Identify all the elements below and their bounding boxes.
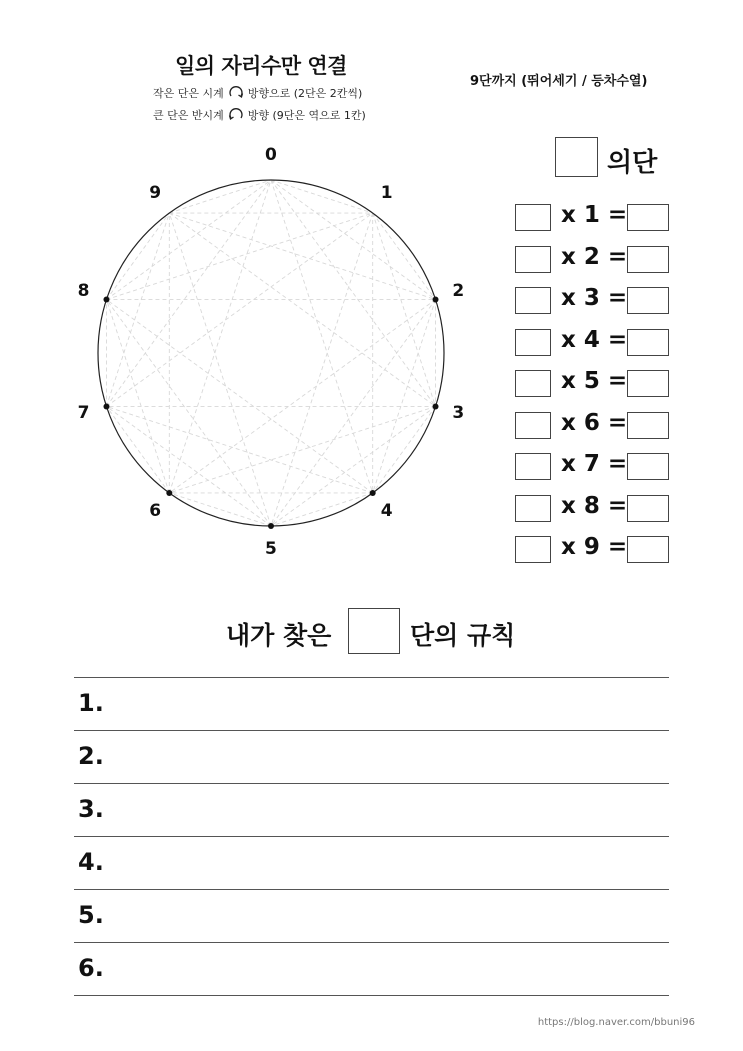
guide-lines — [106, 180, 435, 526]
rules-title-b: 단의 규칙 — [410, 621, 516, 650]
product-box[interactable] — [627, 536, 669, 563]
rule-divider — [74, 730, 669, 731]
digit-dots — [103, 297, 438, 529]
guide-chord — [271, 406, 436, 526]
guide-chord — [106, 180, 271, 300]
rule-item[interactable]: 3. — [78, 795, 104, 823]
guide-chord — [169, 213, 271, 526]
multiplicand-box[interactable] — [515, 370, 551, 397]
digit-label-3: 3 — [452, 402, 465, 423]
digit-circle — [98, 180, 444, 526]
guide-chord — [106, 300, 372, 493]
digit-label-8: 8 — [77, 281, 90, 302]
rule-divider — [74, 783, 669, 784]
dan-input-box[interactable] — [555, 137, 598, 177]
rule-item[interactable]: 1. — [78, 689, 104, 717]
times-operator: x 5 = — [561, 368, 628, 394]
guide-chord — [106, 406, 169, 493]
rules-dan-input-box[interactable] — [348, 608, 400, 654]
guide-chord — [271, 180, 436, 406]
times-operator: x 3 = — [561, 285, 628, 311]
times-row — [515, 492, 670, 523]
times-row — [515, 243, 670, 274]
instruction-small-b: 방향으로 (2단은 2칸씩) — [247, 87, 363, 100]
times-operator: x 1 = — [561, 202, 628, 228]
digit-dot-8 — [103, 297, 109, 303]
page-title: 일의 자리수만 연결 — [175, 54, 347, 78]
digit-label-6: 6 — [149, 501, 162, 522]
times-operator: x 6 = — [561, 409, 628, 436]
rule-item[interactable]: 4. — [78, 848, 104, 876]
guide-chord — [106, 180, 271, 406]
product-box[interactable] — [627, 204, 669, 231]
rules-title-a: 내가 찾은 — [226, 621, 332, 650]
times-operator: x 4 = — [561, 326, 628, 353]
digit-label-4: 4 — [380, 501, 393, 522]
times-operator: x 7 = — [561, 451, 628, 477]
rule-divider — [74, 942, 669, 943]
guide-chord — [169, 300, 435, 493]
digit-dot-3 — [433, 403, 439, 409]
rule-item[interactable]: 6. — [78, 954, 104, 982]
times-row — [515, 536, 670, 564]
guide-chord — [373, 406, 436, 493]
guide-chord — [106, 213, 372, 300]
times-row — [515, 453, 670, 481]
multiplicand-box[interactable] — [515, 329, 551, 356]
digit-label-5: 5 — [265, 539, 277, 559]
guide-chord — [106, 213, 169, 300]
digit-label-0: 0 — [265, 145, 277, 165]
rule-divider — [74, 677, 669, 678]
product-box[interactable] — [627, 453, 669, 480]
guide-chord — [106, 406, 271, 526]
guide-chord — [373, 213, 436, 300]
guide-chord — [169, 180, 271, 213]
times-row — [515, 409, 670, 440]
guide-chord — [106, 213, 372, 406]
rule-item[interactable]: 5. — [78, 901, 104, 929]
instruction-small-a: 작은 단은 시계 — [153, 87, 224, 100]
digit-label-7: 7 — [77, 402, 90, 423]
times-row — [515, 204, 670, 232]
rule-item[interactable]: 2. — [78, 742, 104, 770]
product-box[interactable] — [627, 329, 669, 356]
rule-divider — [74, 995, 669, 996]
times-operator: x 2 = — [561, 243, 628, 270]
multiplicand-box[interactable] — [515, 412, 551, 439]
digit-dot-5 — [268, 523, 274, 529]
product-box[interactable] — [627, 495, 669, 522]
guide-chord — [271, 300, 436, 526]
multiplicand-box[interactable] — [515, 204, 551, 231]
multiplicand-box[interactable] — [515, 453, 551, 480]
page-subtitle: 9단까지 (뛰어세기 / 등차수열) — [470, 74, 648, 89]
digit-dot-6 — [166, 490, 172, 496]
guide-chord — [106, 406, 372, 493]
digit-dot-2 — [433, 297, 439, 303]
footer-credit: https://blog.naver.com/bbuni96 — [537, 1017, 695, 1028]
digit-label-9: 9 — [149, 182, 162, 203]
rule-divider — [74, 889, 669, 890]
guide-chord — [271, 493, 373, 526]
digit-dot-7 — [103, 403, 109, 409]
guide-chord — [169, 493, 271, 526]
product-box[interactable] — [627, 370, 669, 397]
guide-chord — [169, 213, 435, 300]
dan-label: 의단 — [607, 148, 658, 178]
guide-chord — [169, 180, 271, 493]
times-operator: x 9 = — [561, 534, 628, 560]
guide-chord — [271, 213, 373, 526]
product-box[interactable] — [627, 246, 669, 273]
digit-label-1: 1 — [380, 182, 393, 203]
instruction-big-b: 방향 (9단은 역으로 1칸) — [247, 109, 366, 122]
guide-chord — [271, 180, 373, 493]
digit-label-2: 2 — [452, 281, 465, 302]
guide-chord — [271, 180, 436, 300]
product-box[interactable] — [627, 287, 669, 314]
guide-chord — [169, 213, 435, 406]
times-operator: x 8 = — [561, 492, 628, 519]
guide-chord — [169, 406, 435, 493]
guide-chord — [271, 180, 373, 213]
multiplicand-box[interactable] — [515, 495, 551, 522]
multiplicand-box[interactable] — [515, 287, 551, 314]
guide-chord — [106, 300, 271, 526]
multiplicand-box[interactable] — [515, 536, 551, 563]
times-row — [515, 287, 670, 315]
digit-dot-4 — [370, 490, 376, 496]
rule-divider — [74, 836, 669, 837]
multiplicand-box[interactable] — [515, 246, 551, 273]
times-row — [515, 326, 670, 357]
product-box[interactable] — [627, 412, 669, 439]
instruction-big-a: 큰 단은 반시계 — [153, 109, 224, 122]
times-row — [515, 370, 670, 398]
